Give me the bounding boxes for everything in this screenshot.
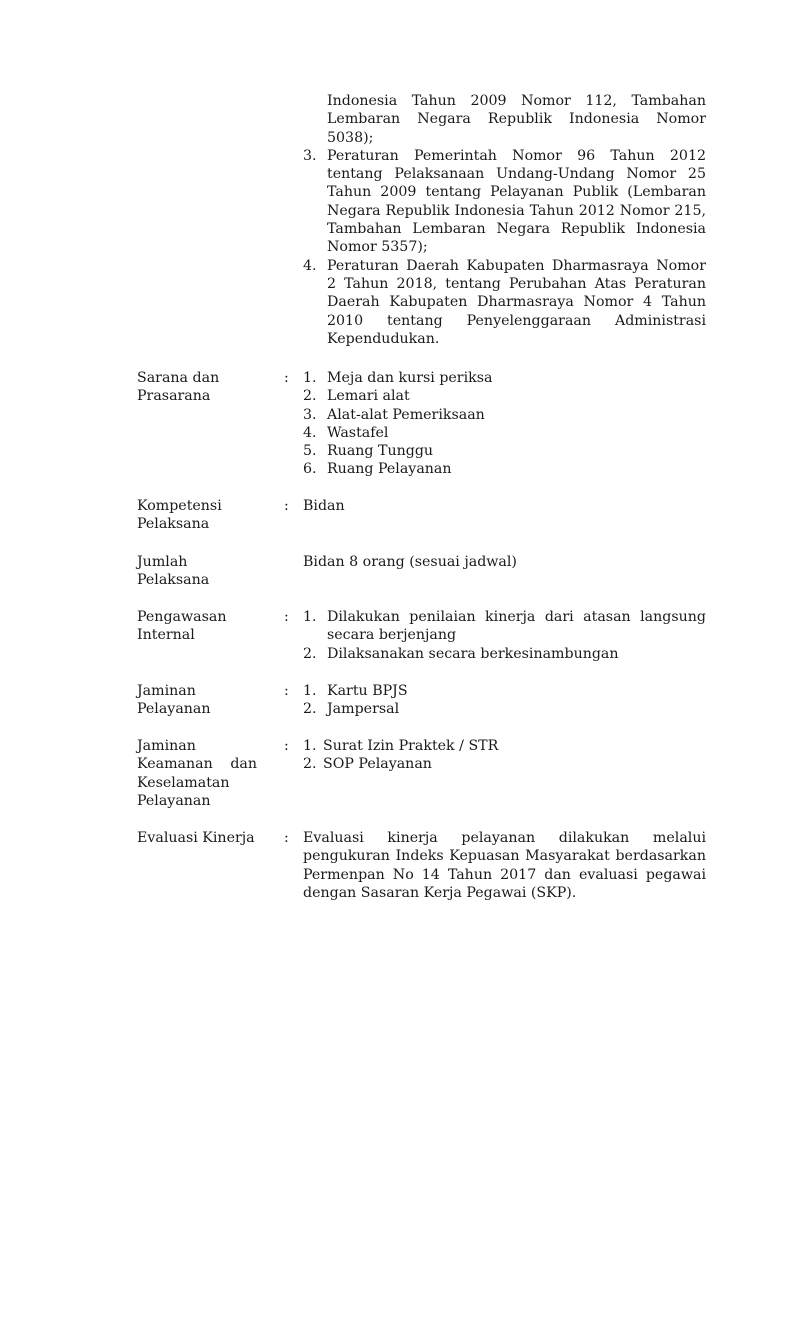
legal-basis-item-2-continuation: Indonesia Tahun 2009 Nomor 112, Tambahan Lembaran Negara Republik Indonesia Nomor 5038); (327, 93, 706, 146)
item-text: Peraturan Pemerintah Nomor 96 Tahun 2012 tentang Pelaksanaan Undang-Undang Nomor 25 Tahun 2009 tentang Pelayanan Publik (Lembaran Negara Republik Indonesia Tahun 2012 Nomor 215, Tambahan Lembaran Negara Republik Indonesia Nomor 5357); (327, 147, 706, 256)
list-item (303, 645, 706, 663)
section-value: Bidan (303, 498, 345, 514)
item-number: 6. (303, 461, 317, 478)
label-line: Pelaksana (137, 516, 210, 533)
item-text: Surat Izin Praktek / STR (323, 738, 499, 754)
colon-separator (280, 553, 303, 590)
item-number: 1. (303, 738, 317, 754)
supervision-list (303, 608, 706, 663)
item-text: Peraturan Daerah Kabupaten Dharmasraya Nomor 2 Tahun 2018, tentang Perubahan Atas Peraturan Daerah Kabupaten Dharmasraya Nomor 4 Tahun 2010 tentang Penyelenggaraan Administrasi Kependudukan. (327, 257, 706, 347)
item-text: Ruang Tunggu (327, 443, 434, 460)
section-pengawasan-internal (137, 608, 706, 663)
section-label (137, 682, 280, 719)
label-line: Pelaksana (137, 572, 210, 589)
list-item (303, 682, 706, 700)
label-line: Prasarana (137, 388, 211, 405)
list-item (303, 460, 706, 478)
label-line: Keamanan dan (137, 756, 257, 773)
colon-separator: : (284, 498, 289, 514)
label-line: Pelayanan (137, 701, 211, 718)
colon-separator: : (284, 738, 289, 754)
item-number: 3. (303, 147, 317, 164)
list-item (303, 369, 706, 387)
section-value (303, 369, 706, 479)
label-line: Internal (137, 627, 195, 644)
item-number: 2. (303, 645, 317, 662)
item-text: Lemari alat (327, 388, 410, 405)
colon-separator: : (284, 683, 289, 699)
colon-separator: : (284, 609, 289, 625)
label-line: Pengawasan (137, 609, 227, 625)
item-text: Kartu BPJS (327, 683, 408, 699)
label-line: Sarana dan (137, 370, 220, 386)
item-number: 1. (303, 683, 317, 699)
item-text: Jampersal (327, 701, 400, 718)
list-item (303, 424, 706, 442)
colon-separator: : (284, 370, 289, 386)
label-line: Pelayanan (137, 792, 211, 809)
section-label (137, 369, 280, 479)
legal-basis-item (303, 257, 706, 348)
item-number: 2. (303, 388, 317, 405)
item-text: Alat-alat Pemeriksaan (327, 406, 485, 423)
list-item (303, 442, 706, 460)
service-guarantee-list (303, 682, 706, 719)
section-value (303, 608, 706, 663)
item-text: SOP Pelayanan (323, 756, 432, 773)
section-label (137, 608, 280, 663)
item-number: 1. (303, 370, 317, 386)
item-text: Meja dan kursi periksa (327, 370, 493, 386)
section-label: Evaluasi Kinerja (137, 830, 255, 846)
section-label (137, 737, 280, 810)
legal-basis-continuation (303, 92, 706, 348)
label-line: Jaminan (137, 738, 196, 754)
section-jumlah-pelaksana (137, 553, 706, 590)
item-number: 3. (303, 406, 317, 423)
list-item (303, 737, 706, 755)
facility-list (303, 369, 706, 479)
section-evaluasi-kinerja (137, 829, 706, 902)
label-line: Kompetensi (137, 498, 222, 514)
colon-separator: : (284, 830, 289, 846)
item-number: 2. (303, 756, 317, 773)
section-value: Evaluasi kinerja pelayanan dilakukan melalui pengukuran Indeks Kepuasan Masyarakat berdasarkan Permenpan No 14 Tahun 2017 dan evaluasi pegawai dengan Sasaran Kerja Pegawai (SKP). (303, 830, 706, 901)
legal-basis-list (303, 147, 706, 348)
section-value: Bidan 8 orang (sesuai jadwal) (303, 554, 517, 570)
label-line: Jumlah (137, 554, 188, 570)
safety-guarantee-list (303, 737, 706, 774)
item-text: Wastafel (327, 424, 389, 441)
item-number: 1. (303, 609, 317, 625)
section-label (137, 553, 280, 590)
section-jaminan-pelayanan (137, 682, 706, 719)
label-line: Keselamatan (137, 774, 230, 791)
item-text: Dilaksanakan secara berkesinambungan (327, 645, 619, 662)
item-number: 4. (303, 424, 317, 441)
section-value (303, 737, 706, 810)
legal-basis-item (303, 147, 706, 257)
section-sarana-prasarana (137, 369, 706, 479)
item-number: 2. (303, 701, 317, 718)
section-jaminan-keamanan (137, 737, 706, 810)
list-item (303, 387, 706, 405)
item-text: Dilakukan penilaian kinerja dari atasan langsung secara berjenjang (327, 609, 706, 644)
item-text: Ruang Pelayanan (327, 461, 452, 478)
list-item (303, 406, 706, 424)
section-value (303, 682, 706, 719)
section-label (137, 497, 280, 534)
section-kompetensi-pelaksana (137, 497, 706, 534)
label-line: Jaminan (137, 683, 196, 699)
list-item (303, 700, 706, 718)
list-item (303, 608, 706, 645)
list-item (303, 755, 706, 773)
item-number: 4. (303, 257, 317, 274)
item-number: 5. (303, 443, 317, 460)
